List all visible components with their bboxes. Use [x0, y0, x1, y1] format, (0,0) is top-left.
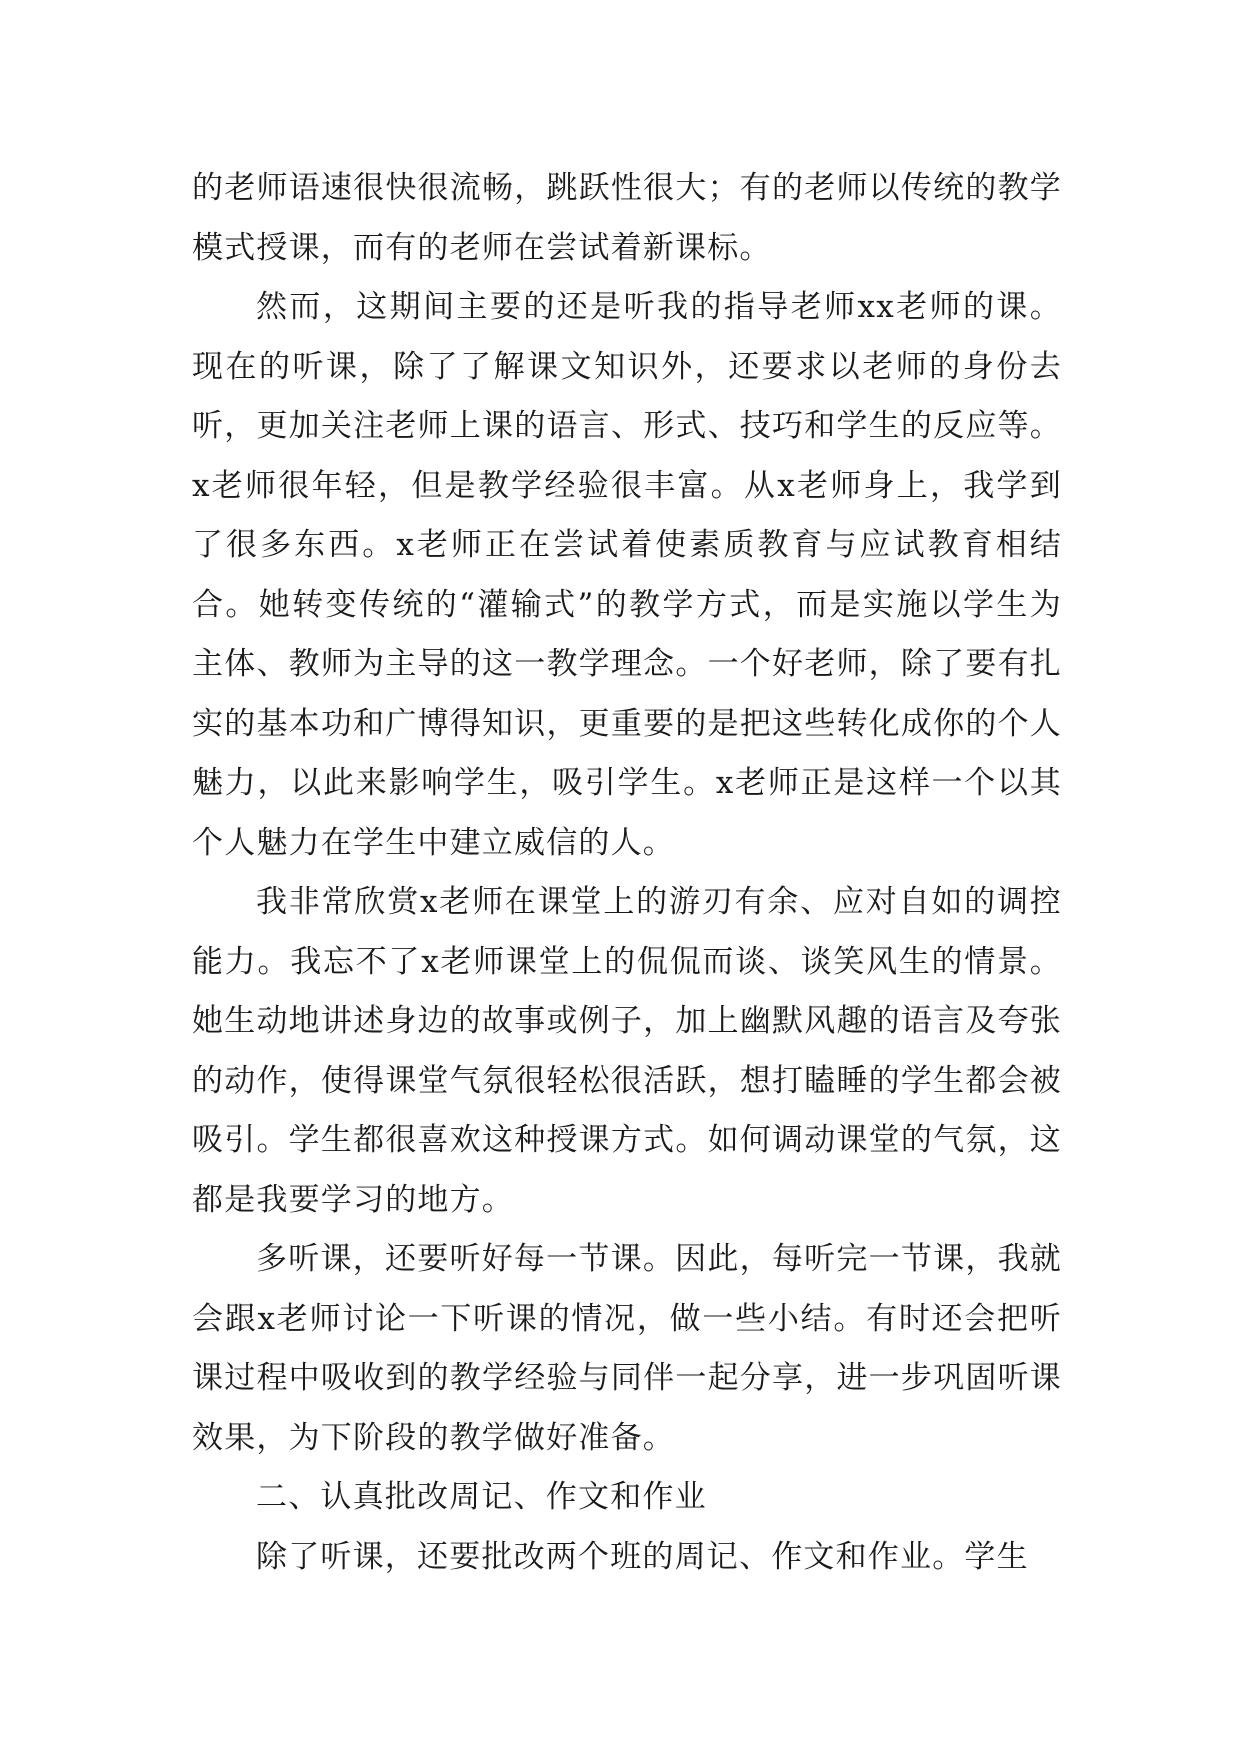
paragraph: 多听课，还要听好每一节课。因此，每听完一节课，我就会跟x老师讨论一下听课的情况，做一些小结。有时还会把听课过程中吸收到的教学经验与同伴一起分享，进一步巩固听课效果，为下阶段的教学做好准备。	[192, 1241, 1062, 1456]
paragraph: 除了听课，还要批改两个班的周记、作文和作业。学生	[256, 1538, 1029, 1575]
paragraph: 然而，这期间主要的还是听我的指导老师xx老师的课。现在的听课，除了了解课文知识外，还要求以老师的身份去听，更加关注老师上课的语言、形式、技巧和学生的反应等。x老师很年轻，但是教学经验很丰富。从x老师身上，我学到了很多东西。x老师正在尝试着使素质教育与应试教育相结合。她转变传统的“灌输式”的教学方式，而是实施以学生为主体、教师为主导的这一教学理念。一个好老师，除了要有扎实的基本功和广博得知识，更重要的是把这些转化成你的个人魅力，以此来影响学生，吸引学生。x老师正是这样一个以其个人魅力在学生中建立威信的人。	[192, 289, 1062, 861]
section-heading: 二、认真批改周记、作文和作业	[256, 1479, 707, 1515]
paragraph: 的老师语速很快很流畅，跳跃性很大；有的老师以传统的教学模式授课，而有的老师在尝试着新课标。	[192, 170, 1062, 266]
paragraph: 我非常欣赏x老师在课堂上的游刃有余、应对自如的调控能力。我忘不了x老师课堂上的侃侃而谈、谈笑风生的情景。她生动地讲述身边的故事或例子，加上幽默风趣的语言及夸张的动作，使得课堂气氛很轻松很活跃，想打瞌睡的学生都会被吸引。学生都很喜欢这种授课方式。如何调动课堂的气氛，这都是我要学习的地方。	[192, 884, 1062, 1218]
document-body	[192, 159, 1062, 1587]
